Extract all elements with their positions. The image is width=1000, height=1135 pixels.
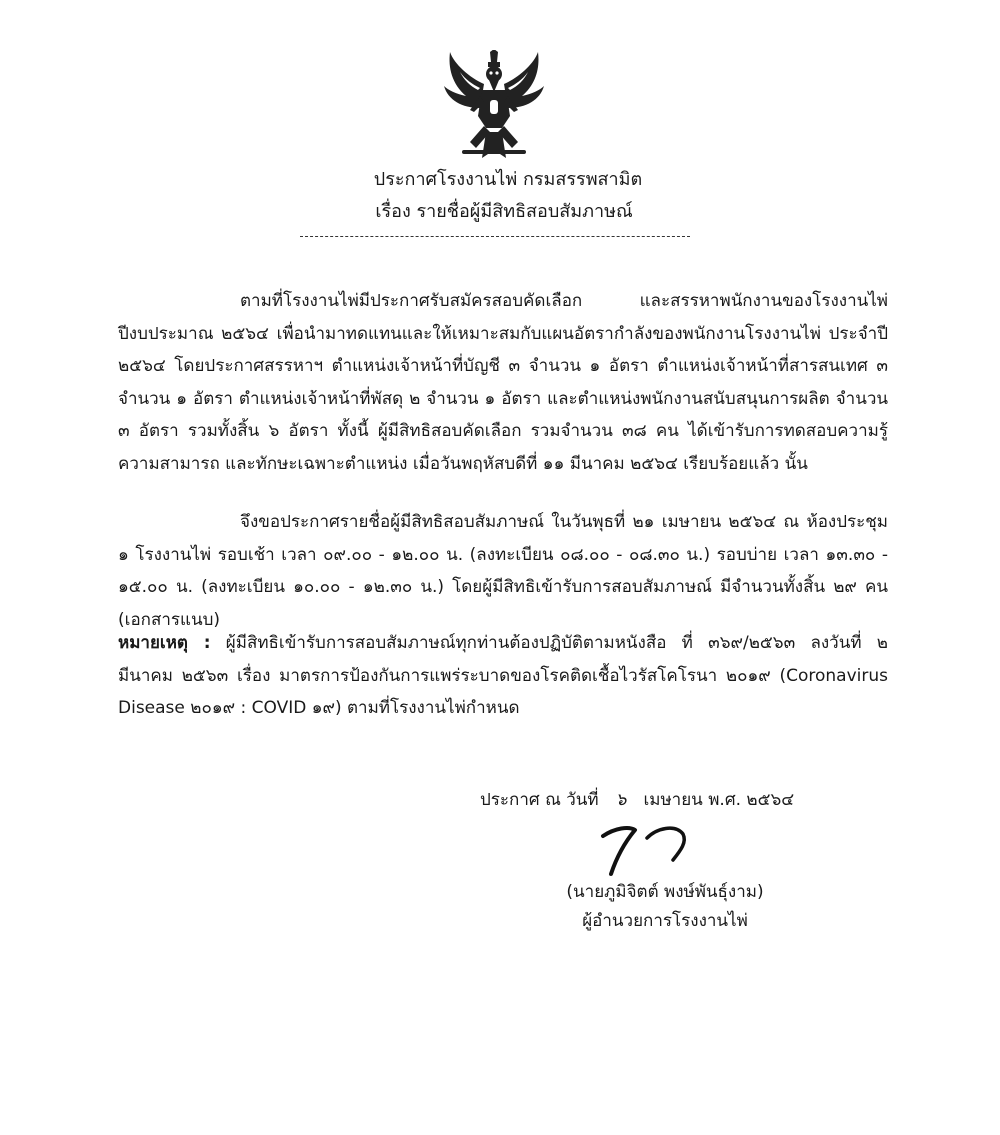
note-text: ผู้มีสิทธิเข้ารับการสอบสัมภาษณ์ทุกท่านต้องปฏิบัติตามหนังสือ ที่ ๓๖๙/๒๕๖๓ ลงวันที่ ๒ มีนาคม ๒๕๖๓ เรื่อง มาตรการป้องกันการแพร่ระบาดของโรคติดเชื้อไวรัสโคโรนา ๒๐๑๙ (Coronavirus Disease ๒๐๑๙ : COVID ๑๙) ตามที่โรงงานไพ่กำหนด bbox=[118, 633, 888, 718]
note-paragraph bbox=[118, 627, 888, 725]
paragraph-2-text: จึงขอประกาศรายชื่อผู้มีสิทธิสอบสัมภาษณ์ ในวันพุธที่ ๒๑ เมษายน ๒๕๖๔ ณ ห้องประชุม ๑ โรงงานไพ่ รอบเช้า เวลา ๐๙.๐๐ - ๑๒.๐๐ น. (ลงทะเบียน ๐๘.๐๐ - ๐๘.๓๐ น.) รอบบ่าย เวลา ๑๓.๓๐ - ๑๕.๐๐ น. (ลงทะเบียน ๑๐.๐๐ - ๑๒.๓๐ น.) โดยผู้มีสิทธิเข้ารับการสอบสัมภาษณ์ มีจำนวนทั้งสิ้น ๒๙ คน (เอกสารแนบ) bbox=[118, 512, 888, 630]
garuda-emblem-icon bbox=[440, 50, 548, 162]
date-prefix: ประกาศ ณ วันที่ bbox=[480, 790, 599, 810]
paragraph-1-text: ตามที่โรงงานไพ่มีประกาศรับสมัครสอบคัดเลือก และสรรหาพนักงานของโรงงานไพ่ ปีงบประมาณ ๒๕๖๔ เพื่อนำมาทดแทนและให้เหมาะสมกับแผนอัตรากำลังของพนักงานโรงงานไพ่ ประจำปี ๒๕๖๔ โดยประกาศสรรหาฯ ตำแหน่งเจ้าหน้าที่บัญชี ๓ จำนวน ๑ อัตรา ตำแหน่งเจ้าหน้าที่สารสนเทศ ๓ จำนวน ๑ อัตรา ตำแหน่งเจ้าหน้าที่พัสดุ ๒ จำนวน ๑ อัตรา และตำแหน่งพนักงานสนับสนุนการผลิต จำนวน ๓ อัตรา รวมทั้งสิ้น ๖ อัตรา ทั้งนี้ ผู้มีสิทธิสอบคัดเลือก รวมจำนวน ๓๘ คน ได้เข้ารับการทดสอบความรู้ ความสามารถ และทักษะเฉพาะตำแหน่ง เมื่อวันพฤหัสบดีที่ ๑๑ มีนาคม ๒๕๖๔ เรียบร้อยแล้ว นั้น bbox=[118, 291, 888, 474]
signer-name: (นายภูมิจิตต์ พงษ์พันธุ์งาม) bbox=[566, 882, 764, 902]
note-label: หมายเหตุ : bbox=[118, 633, 211, 653]
body-paragraph-2 bbox=[118, 506, 888, 636]
date-month-year: เมษายน พ.ศ. ๒๕๖๔ bbox=[643, 790, 795, 810]
announcement-subject: เรื่อง รายชื่อผู้มีสิทธิสอบสัมภาษณ์ bbox=[375, 201, 633, 222]
announcement-issuer: ประกาศโรงงานไพ่ กรมสรรพสามิต bbox=[373, 169, 643, 190]
handwritten-day: ๖ bbox=[615, 790, 627, 810]
handwritten-signature bbox=[595, 820, 695, 878]
signer-position: ผู้อำนวยการโรงงานไพ่ bbox=[582, 911, 748, 931]
announcement-date bbox=[480, 787, 794, 813]
dashed-divider bbox=[300, 236, 690, 237]
body-paragraph-1 bbox=[118, 285, 888, 480]
